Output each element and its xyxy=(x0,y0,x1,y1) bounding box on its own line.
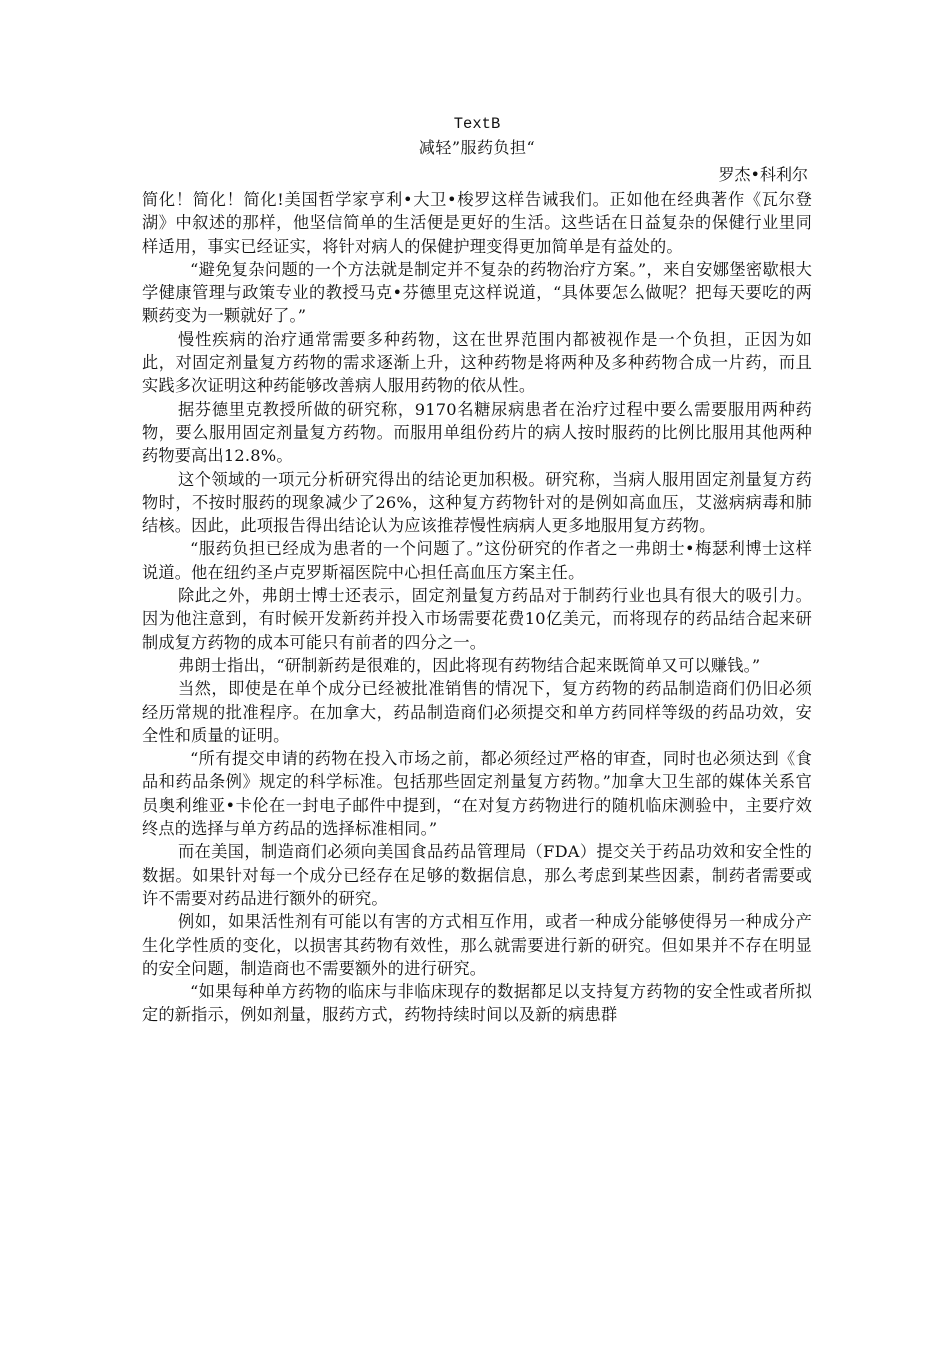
paragraph-1: 简化！简化！简化!美国哲学家亨利•大卫•梭罗这样告诫我们。正如他在经典著作《瓦尔登湖》中叙述的那样，他坚信简单的生活便是更好的生活。这些话在日益复杂的保健行业里同样适用，事实已经证实，将针对病人的保健护理变得更加简单是有益处的。 xyxy=(142,190,812,256)
paragraph-9: 当然，即使是在单个成分已经被批准销售的情况下，复方药物的药品制造商们仍旧必须经历常规的批准程序。在加拿大，药品制造商们必须提交和单方药同样等级的药品功效，安全性和质量的证明。 xyxy=(142,679,812,745)
document-title: TextB xyxy=(453,115,501,133)
paragraph-2: “避免复杂问题的一个方法就是制定并不复杂的药物治疗方案。”，来自安娜堡密歇根大学健康管理与政策专业的教授马克•芬德里克这样说道，“具体要怎么做呢？把每天要吃的两颗药变为一颗就好了。” xyxy=(142,259,812,326)
document-subtitle: 减轻”服药负担“ xyxy=(418,138,536,157)
paragraph-10: “所有提交申请的药物在投入市场之前，都必须经过严格的审查，同时也必须达到《食品和药品条例》规定的科学标准。包括那些固定剂量复方药物。”加拿大卫生部的媒体关系官员奥利维亚•卡伦在一封电子邮件中提到，“在对复方药物进行的随机临床测验中，主要疗效终点的选择与单方药品的选择标准相同。” xyxy=(142,749,812,839)
paragraph-8: 弗朗士指出，“研制新药是很难的，因此将现有药物结合起来既简单又可以赚钱。” xyxy=(178,655,761,675)
paragraph-13: “如果每种单方药物的临床与非临床现存的数据都足以支持复方药物的安全性或者所拟定的新指示，例如剂量，服药方式，药物持续时间以及新的病患群 xyxy=(142,982,812,1025)
document-author: 罗杰•科利尔 xyxy=(718,165,808,184)
paragraph-12: 例如，如果活性剂有可能以有害的方式相互作用，或者一种成分能够使得另一种成分产生化学性质的变化，以损害其药物有效性，那么就需要进行新的研究。但如果并不存在明显的安全问题，制造商也不需要额外的进行研究。 xyxy=(142,912,812,978)
paragraph-4: 据芬德里克教授所做的研究称，9170名糖尿病患者在治疗过程中要么需要服用两种药物，要么服用固定剂量复方药物。而服用单组份药片的病人按时服药的比例比服用其他两种药物要高出12.8%。 xyxy=(142,399,812,466)
paragraph-11: 而在美国，制造商们必须向美国食品药品管理局（FDA）提交关于药品功效和安全性的数据。如果针对每一个成分已经存在足够的数据信息，那么考虑到某些因素，制药者需要或许不需要对药品进行额外的研究。 xyxy=(142,842,812,908)
document-page xyxy=(142,112,812,1027)
paragraph-7: 除此之外，弗朗士博士还表示，固定剂量复方药品对于制药行业也具有很大的吸引力。因为他注意到，有时候开发新药并投入市场需要花费10亿美元，而将现存的药品结合起来研制成复方药物的成本可能只有前者的四分之一。 xyxy=(142,586,812,652)
paragraph-3: 慢性疾病的治疗通常需要多种药物，这在世界范围内都被视作是一个负担，正因为如此，对固定剂量复方药物的需求逐渐上升，这种药物是将两种及多种药物合成一片药，而且实践多次证明这种药能够改善病人服用药物的依从性。 xyxy=(142,329,812,396)
paragraph-5: 这个领域的一项元分析研究得出的结论更加积极。研究称，当病人服用固定剂量复方药物时，不按时服药的现象减少了26%，这种复方药物针对的是例如高血压，艾滋病病毒和肺结核。因此，此项报告得出结论认为应该推荐慢性病病人更多地服用复方药物。 xyxy=(142,469,812,536)
paragraph-6: “服药负担已经成为患者的一个问题了。”这份研究的作者之一弗朗士•梅瑟利博士这样说道。他在纽约圣卢克罗斯福医院中心担任高血压方案主任。 xyxy=(142,539,812,582)
